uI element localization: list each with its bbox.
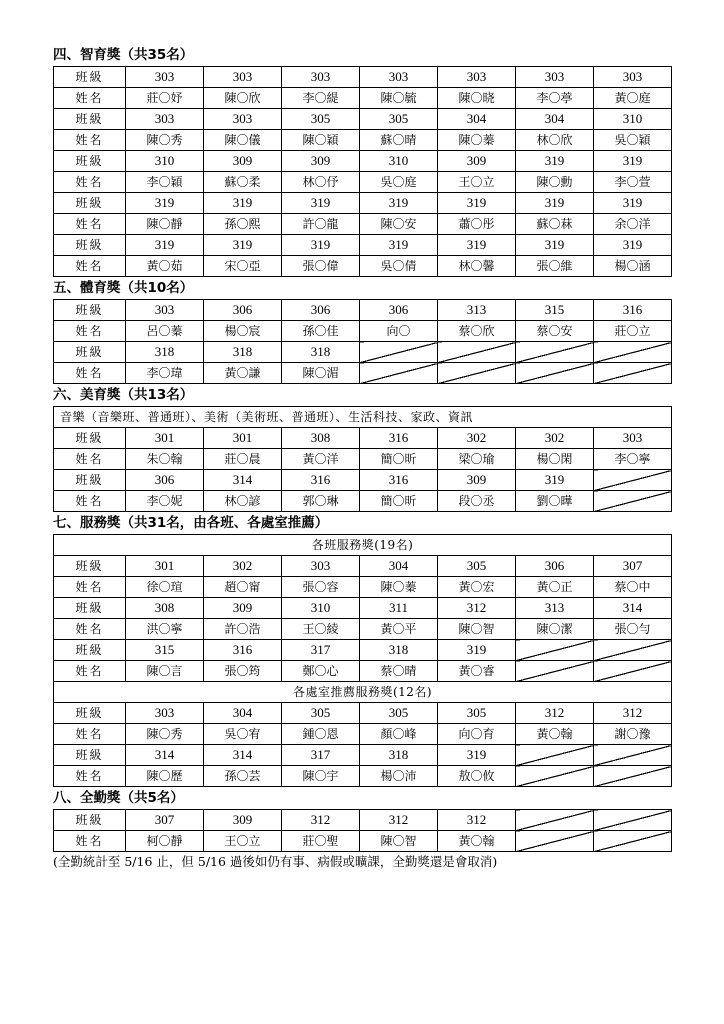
class-number-cell: 318 <box>360 745 438 766</box>
empty-cell <box>516 640 594 661</box>
student-name-cell: 黃〇茹 <box>126 256 204 277</box>
student-name-cell: 陳〇秀 <box>126 130 204 151</box>
student-name-cell: 許〇浩 <box>204 619 282 640</box>
student-name-cell: 黃〇翰 <box>516 724 594 745</box>
class-number-cell: 316 <box>282 470 360 491</box>
student-name-cell: 張〇偉 <box>282 256 360 277</box>
class-number-cell: 307 <box>594 556 672 577</box>
section-heading: 六、美育獎（共13名） <box>53 387 194 403</box>
student-name-cell: 張〇筠 <box>204 661 282 682</box>
row-label: 班級 <box>54 428 126 449</box>
student-name-cell: 楊〇閑 <box>516 449 594 470</box>
class-number-cell: 301 <box>126 556 204 577</box>
empty-cell <box>594 810 672 831</box>
class-number-cell: 303 <box>594 428 672 449</box>
student-name-cell: 宋〇亞 <box>204 256 282 277</box>
class-number-cell: 318 <box>360 640 438 661</box>
student-name-cell: 鄭〇心 <box>282 661 360 682</box>
row-label: 班級 <box>54 810 126 831</box>
class-number-cell: 319 <box>438 235 516 256</box>
empty-cell <box>516 810 594 831</box>
class-number-cell: 303 <box>126 67 204 88</box>
empty-cell <box>594 640 672 661</box>
class-number-cell: 303 <box>126 109 204 130</box>
student-name-cell: 陳〇宇 <box>282 766 360 787</box>
student-name-cell: 蘇〇柔 <box>204 172 282 193</box>
row-label: 班級 <box>54 703 126 724</box>
name-row <box>54 363 672 384</box>
class-number-cell: 319 <box>360 193 438 214</box>
class-number-cell: 303 <box>360 67 438 88</box>
class-row <box>54 810 672 831</box>
student-name-cell: 吳〇穎 <box>594 130 672 151</box>
student-name-cell: 陳〇穎 <box>282 130 360 151</box>
student-name-cell: 李〇妮 <box>126 491 204 512</box>
class-number-cell: 315 <box>126 640 204 661</box>
class-number-cell: 310 <box>126 151 204 172</box>
class-number-cell: 303 <box>126 703 204 724</box>
row-label: 班級 <box>54 598 126 619</box>
class-row <box>54 470 672 491</box>
student-name-cell: 顏〇峰 <box>360 724 438 745</box>
class-row <box>54 235 672 256</box>
class-number-cell: 319 <box>360 235 438 256</box>
class-number-cell: 306 <box>204 300 282 321</box>
student-name-cell: 黃〇宏 <box>438 577 516 598</box>
class-row <box>54 598 672 619</box>
class-row <box>54 67 672 88</box>
category-caption: 音樂（音樂班、普通班）、美術（美術班、普通班）、生活科技、家政、資訊 <box>54 407 672 428</box>
student-name-cell: 陳〇智 <box>438 619 516 640</box>
class-number-cell: 311 <box>360 598 438 619</box>
footnote: (全勤統計至 5/16 止，但 5/16 過後如仍有事、病假或曠課，全勤獎還是會取消) <box>53 854 498 869</box>
class-number-cell: 316 <box>594 300 672 321</box>
student-name-cell: 陳〇歷 <box>126 766 204 787</box>
student-name-cell: 張〇維 <box>516 256 594 277</box>
class-number-cell: 303 <box>204 109 282 130</box>
student-name-cell: 莊〇妤 <box>126 88 204 109</box>
student-name-cell: 謝〇豫 <box>594 724 672 745</box>
class-number-cell: 316 <box>360 470 438 491</box>
name-row <box>54 214 672 235</box>
class-number-cell: 315 <box>516 300 594 321</box>
class-number-cell: 318 <box>282 342 360 363</box>
class-number-cell: 312 <box>282 810 360 831</box>
class-number-cell: 317 <box>282 640 360 661</box>
name-row <box>54 577 672 598</box>
student-name-cell: 王〇立 <box>204 831 282 852</box>
section-heading: 四、智育獎（共35名） <box>53 47 194 63</box>
row-label: 姓名 <box>54 766 126 787</box>
class-number-cell: 301 <box>204 428 282 449</box>
row-label: 班級 <box>54 556 126 577</box>
student-name-cell: 張〇容 <box>282 577 360 598</box>
subheader-row <box>54 535 672 556</box>
row-label: 班級 <box>54 67 126 88</box>
class-number-cell: 307 <box>126 810 204 831</box>
class-number-cell: 314 <box>594 598 672 619</box>
student-name-cell: 黃〇洋 <box>282 449 360 470</box>
empty-cell <box>438 342 516 363</box>
award-list-document <box>53 44 671 872</box>
student-name-cell: 簡〇昕 <box>360 449 438 470</box>
class-number-cell: 319 <box>516 470 594 491</box>
class-number-cell: 310 <box>282 598 360 619</box>
award-table <box>53 809 672 852</box>
name-row <box>54 449 672 470</box>
section-heading: 八、全勤獎（共5名） <box>53 790 184 806</box>
student-name-cell: 吳〇庭 <box>360 172 438 193</box>
award-table <box>53 534 672 787</box>
class-number-cell: 305 <box>282 703 360 724</box>
class-number-cell: 303 <box>126 300 204 321</box>
row-label: 姓名 <box>54 577 126 598</box>
student-name-cell: 李〇瑋 <box>126 363 204 384</box>
class-number-cell: 310 <box>360 151 438 172</box>
student-name-cell: 陳〇毓 <box>360 88 438 109</box>
student-name-cell: 蘇〇晴 <box>360 130 438 151</box>
class-number-cell: 314 <box>204 470 282 491</box>
student-name-cell: 陳〇蓁 <box>360 577 438 598</box>
student-name-cell: 徐〇瑄 <box>126 577 204 598</box>
empty-cell <box>594 745 672 766</box>
student-name-cell: 吳〇宥 <box>204 724 282 745</box>
class-number-cell: 312 <box>438 810 516 831</box>
empty-cell <box>438 363 516 384</box>
caption-row <box>54 407 672 428</box>
student-name-cell: 向〇育 <box>438 724 516 745</box>
student-name-cell: 陳〇晓 <box>438 88 516 109</box>
student-name-cell: 孫〇熙 <box>204 214 282 235</box>
empty-cell <box>516 342 594 363</box>
name-row <box>54 766 672 787</box>
name-row <box>54 130 672 151</box>
name-row <box>54 321 672 342</box>
empty-cell <box>594 831 672 852</box>
student-name-cell: 陳〇儀 <box>204 130 282 151</box>
name-row <box>54 256 672 277</box>
class-number-cell: 304 <box>516 109 594 130</box>
empty-cell <box>594 661 672 682</box>
empty-cell <box>516 363 594 384</box>
empty-cell <box>516 766 594 787</box>
row-label: 姓名 <box>54 172 126 193</box>
student-name-cell: 鍾〇恩 <box>282 724 360 745</box>
student-name-cell: 莊〇立 <box>594 321 672 342</box>
row-label: 姓名 <box>54 831 126 852</box>
class-number-cell: 305 <box>282 109 360 130</box>
student-name-cell: 陳〇秀 <box>126 724 204 745</box>
award-table <box>53 406 672 512</box>
student-name-cell: 陳〇潔 <box>516 619 594 640</box>
class-number-cell: 303 <box>438 67 516 88</box>
class-number-cell: 319 <box>126 193 204 214</box>
student-name-cell: 蕭〇彤 <box>438 214 516 235</box>
student-name-cell: 劉〇曄 <box>516 491 594 512</box>
class-number-cell: 314 <box>204 745 282 766</box>
empty-cell <box>594 491 672 512</box>
class-number-cell: 309 <box>204 810 282 831</box>
class-number-cell: 306 <box>360 300 438 321</box>
student-name-cell: 黃〇謙 <box>204 363 282 384</box>
class-number-cell: 318 <box>126 342 204 363</box>
class-number-cell: 316 <box>360 428 438 449</box>
class-number-cell: 308 <box>126 598 204 619</box>
class-row <box>54 109 672 130</box>
row-label: 姓名 <box>54 130 126 151</box>
row-label: 姓名 <box>54 661 126 682</box>
class-number-cell: 310 <box>594 109 672 130</box>
student-name-cell: 陳〇安 <box>360 214 438 235</box>
name-row <box>54 831 672 852</box>
class-number-cell: 319 <box>438 745 516 766</box>
class-number-cell: 309 <box>282 151 360 172</box>
class-number-cell: 303 <box>282 67 360 88</box>
student-name-cell: 陳〇湄 <box>282 363 360 384</box>
student-name-cell: 莊〇聖 <box>282 831 360 852</box>
row-label: 班級 <box>54 235 126 256</box>
class-number-cell: 319 <box>282 235 360 256</box>
row-label: 班級 <box>54 193 126 214</box>
student-name-cell: 陳〇靜 <box>126 214 204 235</box>
row-label: 姓名 <box>54 321 126 342</box>
class-number-cell: 319 <box>516 193 594 214</box>
empty-cell <box>594 363 672 384</box>
empty-cell <box>360 363 438 384</box>
empty-cell <box>594 766 672 787</box>
student-name-cell: 黃〇庭 <box>594 88 672 109</box>
name-row <box>54 724 672 745</box>
student-name-cell: 蔡〇中 <box>594 577 672 598</box>
class-number-cell: 319 <box>594 151 672 172</box>
class-number-cell: 306 <box>126 470 204 491</box>
empty-cell <box>516 831 594 852</box>
student-name-cell: 黃〇翰 <box>438 831 516 852</box>
student-name-cell: 梁〇瑜 <box>438 449 516 470</box>
name-row <box>54 619 672 640</box>
student-name-cell: 林〇諺 <box>204 491 282 512</box>
class-row <box>54 745 672 766</box>
section-heading: 五、體育獎（共10名） <box>53 280 194 296</box>
row-label: 姓名 <box>54 491 126 512</box>
student-name-cell: 陳〇智 <box>360 831 438 852</box>
class-number-cell: 312 <box>594 703 672 724</box>
class-number-cell: 319 <box>204 193 282 214</box>
student-name-cell: 呂〇蓁 <box>126 321 204 342</box>
class-number-cell: 309 <box>438 151 516 172</box>
student-name-cell: 蔡〇安 <box>516 321 594 342</box>
class-number-cell: 303 <box>594 67 672 88</box>
class-number-cell: 302 <box>438 428 516 449</box>
empty-cell <box>360 342 438 363</box>
student-name-cell: 陳〇勳 <box>516 172 594 193</box>
class-number-cell: 314 <box>126 745 204 766</box>
student-name-cell: 黃〇睿 <box>438 661 516 682</box>
class-number-cell: 319 <box>126 235 204 256</box>
class-number-cell: 305 <box>360 703 438 724</box>
subsection-title: 各班服務獎(19名) <box>54 535 672 556</box>
student-name-cell: 孫〇佳 <box>282 321 360 342</box>
class-number-cell: 304 <box>360 556 438 577</box>
row-label: 姓名 <box>54 88 126 109</box>
row-label: 班級 <box>54 300 126 321</box>
row-label: 姓名 <box>54 724 126 745</box>
student-name-cell: 王〇立 <box>438 172 516 193</box>
class-number-cell: 302 <box>204 556 282 577</box>
section-heading: 七、服務獎（共31名，由各班、各處室推薦） <box>53 515 329 531</box>
class-number-cell: 313 <box>516 598 594 619</box>
class-row <box>54 640 672 661</box>
row-label: 姓名 <box>54 214 126 235</box>
class-row <box>54 342 672 363</box>
class-number-cell: 319 <box>594 235 672 256</box>
row-label: 班級 <box>54 470 126 491</box>
student-name-cell: 陳〇欣 <box>204 88 282 109</box>
student-name-cell: 向〇 <box>360 321 438 342</box>
class-number-cell: 319 <box>282 193 360 214</box>
class-row <box>54 151 672 172</box>
student-name-cell: 洪〇寧 <box>126 619 204 640</box>
student-name-cell: 王〇綾 <box>282 619 360 640</box>
class-number-cell: 319 <box>594 193 672 214</box>
student-name-cell: 楊〇宸 <box>204 321 282 342</box>
class-number-cell: 306 <box>516 556 594 577</box>
student-name-cell: 吳〇倩 <box>360 256 438 277</box>
subsection-title: 各處室推薦服務獎(12名) <box>54 682 672 703</box>
class-row <box>54 703 672 724</box>
class-number-cell: 309 <box>204 151 282 172</box>
row-label: 姓名 <box>54 256 126 277</box>
class-number-cell: 305 <box>360 109 438 130</box>
student-name-cell: 趙〇甯 <box>204 577 282 598</box>
row-label: 班級 <box>54 151 126 172</box>
class-number-cell: 319 <box>438 193 516 214</box>
student-name-cell: 郭〇琳 <box>282 491 360 512</box>
class-number-cell: 319 <box>516 235 594 256</box>
class-row <box>54 556 672 577</box>
class-number-cell: 313 <box>438 300 516 321</box>
student-name-cell: 張〇勻 <box>594 619 672 640</box>
student-name-cell: 簡〇昕 <box>360 491 438 512</box>
student-name-cell: 孫〇芸 <box>204 766 282 787</box>
class-row <box>54 300 672 321</box>
class-number-cell: 309 <box>204 598 282 619</box>
class-number-cell: 312 <box>516 703 594 724</box>
class-number-cell: 305 <box>438 556 516 577</box>
student-name-cell: 黃〇平 <box>360 619 438 640</box>
class-number-cell: 303 <box>282 556 360 577</box>
name-row <box>54 88 672 109</box>
student-name-cell: 林〇馨 <box>438 256 516 277</box>
class-number-cell: 308 <box>282 428 360 449</box>
class-number-cell: 319 <box>438 640 516 661</box>
student-name-cell: 林〇欣 <box>516 130 594 151</box>
class-number-cell: 303 <box>204 67 282 88</box>
award-table <box>53 299 672 384</box>
student-name-cell: 余〇洋 <box>594 214 672 235</box>
class-number-cell: 312 <box>438 598 516 619</box>
name-row <box>54 172 672 193</box>
class-number-cell: 316 <box>204 640 282 661</box>
class-number-cell: 306 <box>282 300 360 321</box>
student-name-cell: 蘇〇菻 <box>516 214 594 235</box>
student-name-cell: 林〇伃 <box>282 172 360 193</box>
student-name-cell: 朱〇翰 <box>126 449 204 470</box>
class-number-cell: 301 <box>126 428 204 449</box>
row-label: 姓名 <box>54 363 126 384</box>
row-label: 班級 <box>54 342 126 363</box>
class-number-cell: 305 <box>438 703 516 724</box>
subheader-row <box>54 682 672 703</box>
class-number-cell: 319 <box>516 151 594 172</box>
student-name-cell: 楊〇沛 <box>360 766 438 787</box>
row-label: 班級 <box>54 640 126 661</box>
student-name-cell: 段〇丞 <box>438 491 516 512</box>
class-number-cell: 317 <box>282 745 360 766</box>
name-row <box>54 491 672 512</box>
student-name-cell: 柯〇靜 <box>126 831 204 852</box>
empty-cell <box>516 745 594 766</box>
row-label: 班級 <box>54 745 126 766</box>
student-name-cell: 李〇葶 <box>516 88 594 109</box>
name-row <box>54 661 672 682</box>
class-number-cell: 319 <box>204 235 282 256</box>
student-name-cell: 陳〇蓁 <box>438 130 516 151</box>
student-name-cell: 蔡〇晴 <box>360 661 438 682</box>
empty-cell <box>516 661 594 682</box>
row-label: 姓名 <box>54 449 126 470</box>
student-name-cell: 李〇穎 <box>126 172 204 193</box>
empty-cell <box>594 342 672 363</box>
empty-cell <box>594 470 672 491</box>
student-name-cell: 許〇龍 <box>282 214 360 235</box>
student-name-cell: 楊〇涵 <box>594 256 672 277</box>
class-number-cell: 303 <box>516 67 594 88</box>
award-table <box>53 66 672 277</box>
class-number-cell: 304 <box>204 703 282 724</box>
student-name-cell: 陳〇言 <box>126 661 204 682</box>
student-name-cell: 蔡〇欣 <box>438 321 516 342</box>
student-name-cell: 李〇萱 <box>594 172 672 193</box>
student-name-cell: 莊〇晨 <box>204 449 282 470</box>
student-name-cell: 李〇緹 <box>282 88 360 109</box>
class-number-cell: 312 <box>360 810 438 831</box>
class-row <box>54 428 672 449</box>
class-number-cell: 302 <box>516 428 594 449</box>
class-row <box>54 193 672 214</box>
student-name-cell: 黃〇正 <box>516 577 594 598</box>
student-name-cell: 敖〇攸 <box>438 766 516 787</box>
class-number-cell: 309 <box>438 470 516 491</box>
class-number-cell: 318 <box>204 342 282 363</box>
row-label: 班級 <box>54 109 126 130</box>
class-number-cell: 304 <box>438 109 516 130</box>
student-name-cell: 李〇寧 <box>594 449 672 470</box>
row-label: 姓名 <box>54 619 126 640</box>
